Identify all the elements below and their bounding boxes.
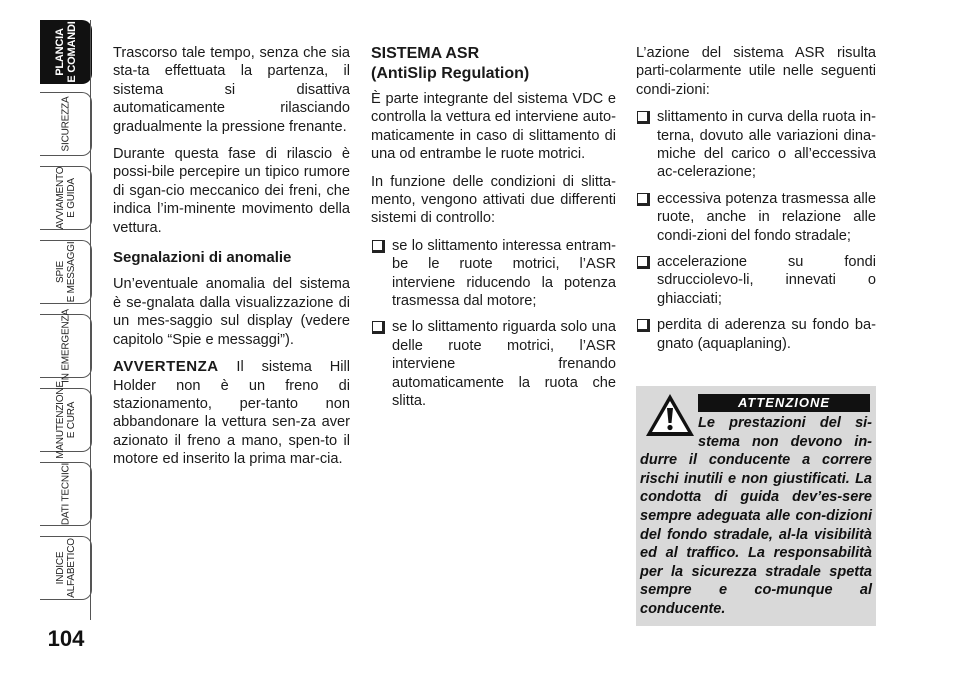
list-item-text: slittamento in curva della ruota in-terna, dovuto alle variazioni dina-miche del carico o all’eccessiva ac-celerazione; — [657, 109, 876, 181]
list-item-text: perdita di aderenza su fondo ba-gnato (aquaplaning). — [657, 317, 876, 352]
tab-label: AVVIAMENTO E GUIDA — [54, 166, 77, 230]
list-item-text: accelerazione su fondi sdrucciolevo-li, innevati o ghiacciati; — [657, 254, 876, 307]
tab-label: IN EMERGENZA — [60, 309, 71, 383]
list-item — [371, 237, 616, 311]
list-item-text: eccessiva potenza trasmessa alle ruote, anche in relazione alle condi-zioni del fondo stradale; — [657, 190, 876, 244]
tab-spie-e-messaggi[interactable] — [40, 240, 92, 304]
paragraph: In funzione delle condizioni di slitta-mento, vengono attivati due differenti sistemi di controllo: — [371, 173, 616, 227]
page-number: 104 — [47, 626, 85, 651]
heading-line: SISTEMA ASR — [371, 45, 480, 62]
tab-sicurezza[interactable] — [40, 92, 92, 156]
checkbox-bullet-icon — [372, 321, 385, 334]
attention-body: Le prestazioni del si-stema non devono in-durre il conducente a correre rischi inutili e non giustificati. La condotta di guida dev’es-sere sempre adeguata alle con-dizioni del fondo stradale, al-la visibilità ed al traffico. La responsabilità per la sicurezza stradale spetta sempre e co-munque al conducente. — [640, 415, 872, 617]
tab-label: INDICE ALFABETICO — [54, 538, 77, 598]
attention-label: ATTENZIONE — [698, 394, 870, 412]
checkbox-bullet-icon — [637, 111, 650, 124]
paragraph: Un’eventuale anomalia del sistema è se-gnalata dalla visualizzazione di un mes-saggio sul display (vedere capitolo “Spie e messaggi”). — [113, 276, 350, 348]
warning-keyword: AVVERTENZA — [113, 358, 219, 376]
tab-in-emergenza[interactable] — [40, 309, 92, 383]
list-item-text: se lo slittamento interessa entram-be le ruote motrici, l’ASR interviene riducendo la potenza trasmessa dal motore; — [392, 237, 616, 310]
list-item — [636, 316, 876, 353]
checkbox-bullet-icon — [372, 240, 385, 253]
paragraph: Trascorso tale tempo, senza che sia sta-ta effettuata la partenza, il sistema si disattiva automaticamente rilasciando gradualmente la pressione frenante. — [113, 45, 350, 135]
checkbox-bullet-icon — [637, 256, 650, 269]
section-heading-anomalie: Segnalazioni di anomalie — [113, 249, 292, 267]
text-column-1 — [113, 44, 350, 478]
checkbox-bullet-icon — [637, 193, 650, 206]
margin-rule — [90, 20, 91, 620]
paragraph: È parte integrante del sistema VDC e controlla la vettura ed interviene auto-maticamente in caso di slittamento di una od entrambe le ruote motrici. — [371, 91, 616, 163]
chapter-tabs — [40, 20, 92, 610]
tab-manutenzione-e-cura[interactable] — [40, 381, 92, 459]
bullet-list — [636, 108, 876, 353]
tab-avviamento-e-guida[interactable] — [40, 166, 92, 230]
tab-label: MANUTENZIONE E CURA — [54, 381, 77, 459]
tab-dati-tecnici[interactable] — [40, 462, 92, 526]
attention-text — [640, 414, 872, 619]
paragraph: Durante questa fase di rilascio è possi-bile percepire un tipico rumore di sgan-cio meccanico dei freni, che indica l’im-minente movimento della vettura. — [113, 146, 350, 236]
list-item — [636, 190, 876, 245]
warning-paragraph — [113, 358, 350, 468]
bullet-list — [371, 237, 616, 411]
text-column-3 — [636, 44, 876, 362]
heading-line: (AntiSlip Regulation) — [371, 65, 530, 82]
tab-plancia-e-comandi[interactable] — [40, 20, 92, 84]
tab-indice-alfabetico[interactable] — [40, 536, 92, 600]
tab-label: SPIE E MESSAGGI — [54, 241, 77, 303]
list-item — [636, 108, 876, 182]
tab-label: DATI TECNICI — [60, 462, 71, 526]
list-item — [371, 318, 616, 410]
list-item — [636, 253, 876, 308]
list-item-text: se lo slittamento riguarda solo una delle ruote motrici, l’ASR interviene frenando automaticamente la ruota che slitta. — [392, 319, 616, 410]
tab-label: SICUREZZA — [60, 96, 71, 152]
tab-label: PLANCIA E COMANDI — [53, 21, 78, 83]
text-column-2 — [371, 44, 616, 420]
paragraph: L’azione del sistema ASR risulta parti-colarmente utile nelle seguenti condi-zioni: — [636, 45, 876, 98]
warning-text: Il sistema Hill Holder non è un freno di stazionamento, per-tanto non abbandonare la vettura sen-za aver azionato il freno a mano, spen-to il motore ed inserito la prima mar-cia. — [113, 359, 350, 468]
section-heading-asr — [371, 44, 616, 84]
attention-box — [636, 386, 876, 626]
checkbox-bullet-icon — [637, 319, 650, 332]
